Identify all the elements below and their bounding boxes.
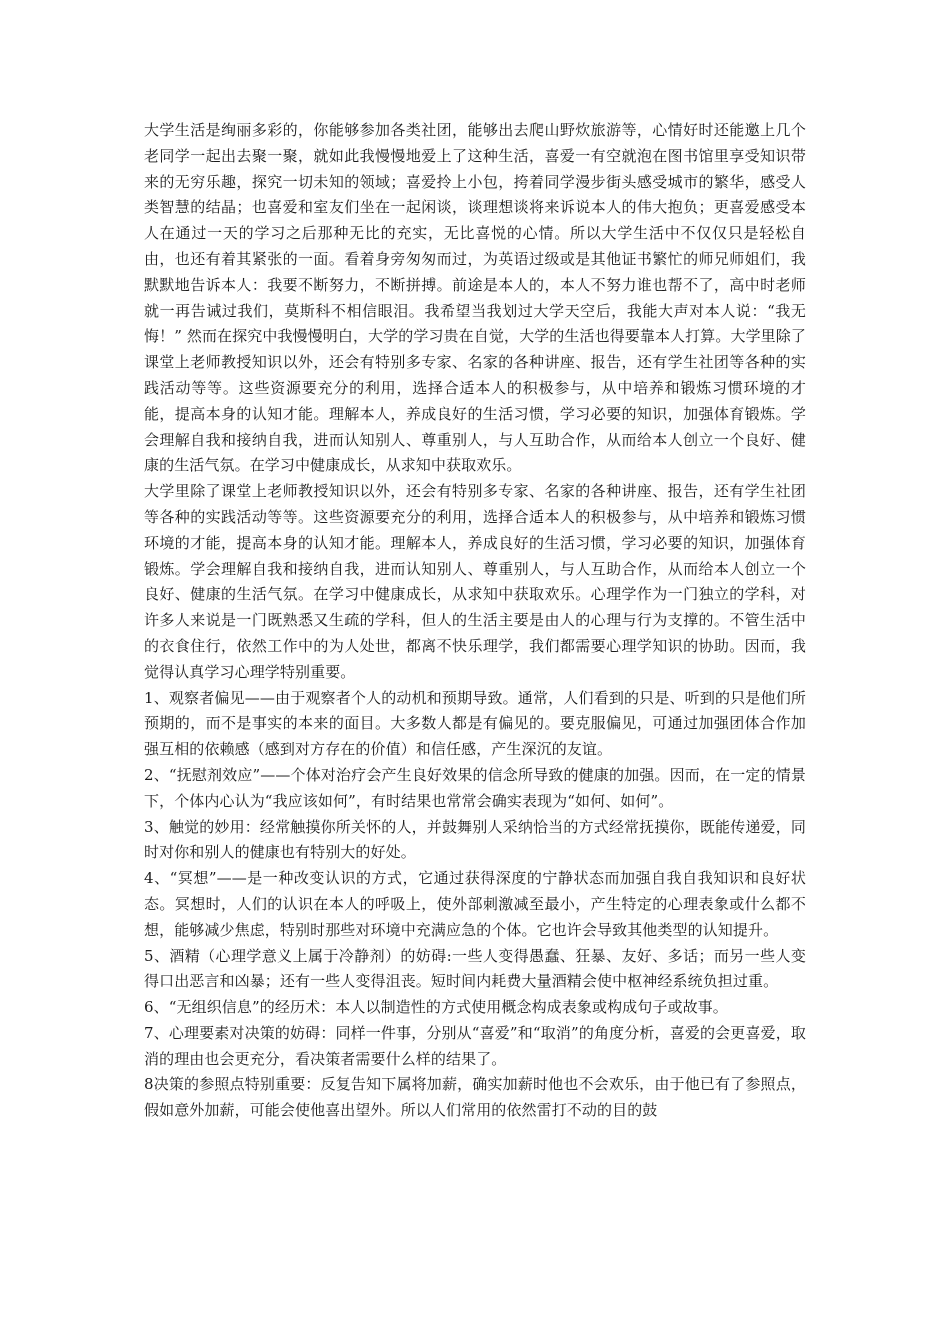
paragraph-item-2: 2、“抚慰剂效应”——个体对治疗会产生良好效果的信念所导致的健康的加强。因而，在一定的情景下，个体内心认为“我应该如何”，有时结果也常常会确实表现为“如何、如何”。	[144, 765, 806, 810]
document-body	[144, 118, 806, 1124]
paragraph-item-8: 8决策的参照点特别重要：反复告知下属将加薪，确实加薪时他也不会欢乐，由于他已有了参照点，假如意外加薪，可能会使他喜出望外。所以人们常用的依然雷打不动的目的鼓	[144, 1075, 806, 1120]
paragraph-item-4: 4、“冥想”——是一种改变认识的方式，它通过获得深度的宁静状态而加强自我自我知识和良好状态。冥想时，人们的认识在本人的呼吸上，使外部刺激减至最小，产生特定的心理表象或什么都不想，能够减少焦虑，特别时那些对环境中充满应急的个体。它也许会导致其他类型的认知提升。	[144, 869, 806, 939]
paragraph-item-3: 3、触觉的妙用：经常触摸你所关怀的人，并鼓舞别人采纳恰当的方式经常抚摸你，既能传递爱，同时对你和别人的健康也有特别大的好处。	[144, 817, 806, 862]
paragraph-item-5: 5、酒精（心理学意义上属于冷静剂）的妨碍:一些人变得愚蠢、狂暴、友好、多话；而另一些人变得口出恶言和凶暴；还有一些人变得沮丧。短时间内耗费大量酒精会使中枢神经系统负担过重。	[144, 946, 806, 991]
paragraph-intro: 大学生活是绚丽多彩的，你能够参加各类社团，能够出去爬山野炊旅游等，心情好时还能邀上几个老同学一起出去聚一聚，就如此我慢慢地爱上了这种生活，喜爱一有空就泡在图书馆里享受知识带来的无穷乐趣，探究一切未知的领域；喜爱拎上小包，挎着同学漫步街头感受城市的繁华，感受人类智慧的结晶；也喜爱和室友们坐在一起闲谈，谈理想谈将来诉说本人的伟大抱负；更喜爱感受本人在通过一天的学习之后那种无比的充实，无比喜悦的心情。所以大学生活中不仅仅只是轻松自由，也还有着其紧张的一面。看着身旁匆匆而过，为英语过级或是其他证书繁忙的师兄师姐们，我默默地告诉本人：我要不断努力，不断拼搏。前途是本人的，本人不努力谁也帮不了，高中时老师就一再告诫过我们，莫斯科不相信眼泪。我希望当我划过大学天空后，我能大声对本人说：“我无悔！” 然而在探究中我慢慢明白，大学的学习贵在自觉，大学的生活也得要靠本人打算。大学里除了课堂上老师教授知识以外，还会有特别多专家、名家的各种讲座、报告，还有学生社团等各种的实践活动等等。这些资源要充分的利用，选择合适本人的积极参与，从中培养和锻炼习惯环境的才能，提高本身的认知才能。理解本人，养成良好的生活习惯，学习必要的知识，加强体育锻炼。学会理解自我和接纳自我，进而认知别人、尊重别人，与人互助合作，从而给本人创立一个良好、健康的生活气氛。在学习中健康成长，从求知中获取欢乐。	[144, 121, 806, 475]
paragraph-item-6: 6、“无组织信息”的经历术：本人以制造性的方式使用概念构成表象或构成句子或故事。	[144, 998, 728, 1017]
paragraph-item-1: 1、观察者偏见——由于观察者个人的动机和预期导致。通常，人们看到的只是、听到的只是他们所预期的，而不是事实的本来的面目。大多数人都是有偏见的。要克服偏见，可通过加强团体合作加强互相的依赖感（感到对方存在的价值）和信任感，产生深沉的友谊。	[144, 688, 806, 759]
paragraph-item-7: 7、心理要素对决策的妨碍：同样一件事，分别从“喜爱”和“取消”的角度分析，喜爱的会更喜爱，取消的理由也会更充分，看决策者需要什么样的结果了。	[144, 1023, 806, 1068]
paragraph-resources: 大学里除了课堂上老师教授知识以外，还会有特别多专家、名家的各种讲座、报告，还有学生社团等各种的实践活动等等。这些资源要充分的利用，选择合适本人的积极参与，从中培养和锻炼习惯环境的才能，提高本身的认知才能。理解本人，养成良好的生活习惯，学习必要的知识，加强体育锻炼。学会理解自我和接纳自我，进而认知别人、尊重别人，与人互助合作，从而给本人创立一个良好、健康的生活气氛。在学习中健康成长，从求知中获取欢乐。心理学作为一门独立的学科，对许多人来说是一门既熟悉又生疏的学科，但人的生活主要是由人的心理与行为支撑的。不管生活中的衣食住行，依然工作中的为人处世，都离不快乐理学，我们都需要心理学知识的协助。因而，我觉得认真学习心理学特别重要。	[144, 482, 806, 681]
